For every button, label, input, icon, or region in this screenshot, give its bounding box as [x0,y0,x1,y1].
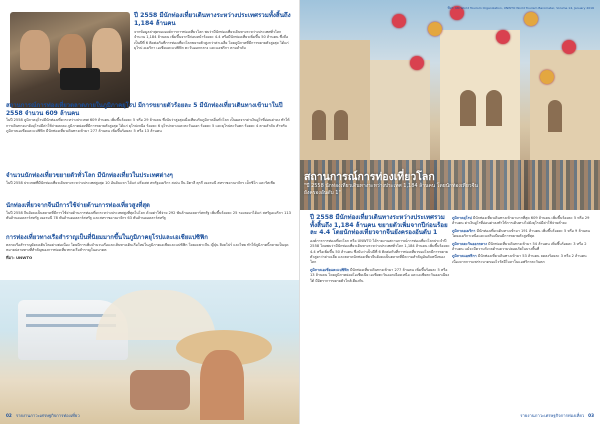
region-text: มีนักท่องเที่ยวเดินทางเข้ามา 54 ล้านคน เพิ่มขึ้นร้อยละ 3 หรือ 2 ล้านคน แม้จะมีความกังวลด้านความปลอดภัยในบางพื้นที่ [452,241,587,252]
region-label: ภูมิภาคยุโรป [452,216,472,220]
region-item [452,242,592,253]
intro-body: จากข้อมูลล่าสุดขององค์การการท่องเที่ยวโลก พบว่ามีนักท่องเที่ยวเดินทางระหว่างประเทศทั่วโลกจำนวน 1,184 ล้านคน เพิ่มขึ้นจากปีก่อนหน้าร้อยละ 4.4 หรือมีนักท่องเที่ยวเพิ่มขึ้น 50 ล้านคน ซึ่งถือเป็นปีที่ 6 ติดต่อกันที่การท่องเที่ยวโลกขยายตัวสูงกว่าค่าเฉลี่ย โดยภูมิภาคที่มีการขยายตัวสูงสุด ได้แก่ ยุโรป อเมริกา เอเชียและแปซิฟิก ตะวันออกกลาง และแอฟริกา ตามลำดับ [134,30,289,51]
section-title: นักท่องเที่ยวจากจีนมีการใช้จ่ายด้านการท่องเที่ยวสูงที่สุด [6,202,150,209]
page-number: 02 [6,413,12,418]
footer-right [520,412,594,419]
section-body: ในปี 2558 ประเทศที่มีนักท่องเที่ยวเดินทางระหว่างประเทศสูงสุด 10 อันดับแรก ได้แก่ ฝรั่งเศส สหรัฐอเมริกา สเปน จีน อิตาลี ตุรกี เยอรมนี สหราชอาณาจักร เม็กซิโก และรัสเซีย [6,180,276,185]
beach-chair-image [130,370,190,410]
page-number: 03 [588,413,594,418]
column-body: องค์การการท่องเที่ยวโลก หรือ UNWTO ได้รายงานสถานการณ์การท่องเที่ยวโลกประจำปี 2558 โดยพบว่ามีนักท่องเที่ยวเดินทางระหว่างประเทศทั่วโลก 1,184 ล้านคน เพิ่มขึ้นร้อยละ 4.4 หรือเพิ่มขึ้น 50 ล้านคน ซึ่งนับว่าเป็นปีที่ 6 ติดต่อกันที่การท่องเที่ยวของโลกมีการขยายตัวสูงกว่าค่าเฉลี่ย และตลาดนักท่องเที่ยวจีนยังคงเป็นตลาดที่มีความสำคัญอันดับหนึ่งของโลก [310,238,450,265]
region-item [452,216,592,227]
column-title: ปี 2558 มีนักท่องเที่ยวเดินทางระหว่างประเทศรวมทั้งสิ้นถึง 1,184 ล้านคน ขยายตัวเพิ่มจากปีก่อนร้อยละ 4.4 โดยนักท่องเที่ยวจากจีนยังครองอันดับ 1 [310,214,448,237]
region-label: ภูมิภาคแอฟริกา [452,254,477,259]
region-label: ภูมิภาคอเมริกา [452,228,476,233]
section-body: ในปี 2558 ภูมิภาคยุโรปมีนักท่องเที่ยวระหว่างประเทศ 609 ล้านคน เพิ่มขึ้นร้อยละ 5 หรือ 29 ล้านคน ซึ่งนับว่าสูงสุดเมื่อเทียบกับภูมิภาคอื่นทั่วโลก เป็นผลจากค่าเงินยูโรที่อ่อนค่าลง ทำให้การเดินทางมายังยุโรปมีค่าใช้จ่ายลดลง ภูมิภาคย่อยที่มีการขยายตัวสูงสุด ได้แก่ ยุโรปเหนือ ร้อยละ 6 ยุโรปกลางและตะวันออก ร้อยละ 5 และยุโรปตะวันตก ร้อยละ 4 ตามลำดับ สำหรับภูมิภาคเอเชียและแปซิฟิก มีนักท่องเที่ยวเดินทางเข้ามา 277 ล้านคน เพิ่มขึ้นร้อยละ 5 หรือ 13 ล้านคน [6,118,290,133]
region-text: มีนักท่องเที่ยวเดินทางเข้ามา 277 ล้านคน เพิ่มขึ้นร้อยละ 5 หรือ 13 ล้านคน โดยภูมิภาคย่อยโอเชียเนีย เอเชียตะวันออกเฉียงเหนือ และเอเชียตะวันออกเฉียงใต้ มีอัตราการขยายตัวใกล้เคียงกัน [310,267,450,283]
intro-box [134,12,292,52]
section-title: จำนวนนักท่องเที่ยวขยายตัวทั่วโลก มีนักท่องเที่ยวในประเทศต่างๆ [6,172,173,179]
section-top-countries [6,172,294,186]
source-note: ที่มา: UNWTO [6,255,33,261]
column-region [310,268,450,284]
footer-left [6,412,80,419]
region-text: มีนักท่องเที่ยวเดินทางเข้ามามากที่สุด 609 ล้านคน เพิ่มขึ้นร้อยละ 5 หรือ 29 ล้านคน ค่าเงินยูโรที่อ่อนค่าลงทำให้การเดินทางไปยังยุโรปมีค่าใช้จ่ายต่ำลง [452,216,590,226]
section-body: ในปี 2558 จีนยังคงเป็นตลาดที่มีการใช้จ่ายด้านการท่องเที่ยวระหว่างประเทศสูงที่สุดในโลก ด้วยค่าใช้จ่าย 292 พันล้านดอลลาร์สหรัฐ เพิ่มขึ้นร้อยละ 25 รองลงมาได้แก่ สหรัฐอเมริกา 113 พันล้านดอลลาร์สหรัฐ เยอรมนี 78 พันล้านดอลลาร์สหรัฐ และสหราชอาณาจักร 63 พันล้านดอลลาร์สหรัฐ [6,210,291,220]
headline: สถานการณ์การท่องเที่ยวโลก [304,171,435,183]
section-title: สถานการณ์การท่องเที่ยวตลาดภายในภูมิภาคยุโรป มีการขยายตัวร้อยละ 5 มีนักท่องเที่ยวเดินทางเข้ามาในปี 2558 จำนวน 609 ล้านคน [6,102,283,117]
region-label: ภูมิภาคเอเชียและแปซิฟิก [310,267,349,272]
section-europe [6,102,294,134]
footer-label: รายงานภาวะเศรษฐกิจการท่องเที่ยว [520,413,585,418]
reference-note: ที่มา: UN World Tourism Organization, UNWTO World Tourism Barometer, Volume 14, January 2016 [447,6,594,10]
section-title: การท่องเที่ยวทางเรือสำราญเป็นที่นิยมมากขึ้นในภูมิภาคยุโรปและเอเชียแปซิฟิก [6,234,208,241]
section-body: ตลาดเรือสำราญยังคงเติบโตอย่างต่อเนื่อง โดยมีการเพิ่มจำนวนเรือและเส้นทางเดินเรือใหม่ในภูมิภาคเอเชียและแปซิฟิก โดยเฉพาะจีน ญี่ปุ่น สิงคโปร์ และไทย ทำให้ภูมิภาคนี้กลายเป็นจุดหมายปลายทางที่สำคัญของการท่องเที่ยวทางเรือสำราญในอนาคต [6,242,289,252]
region-item [452,254,592,265]
person-image [200,350,244,420]
subhead: "ปี 2558 นักท่องเที่ยวเดินทางระหว่างประเทศ 1,184 ล้านคน โดยนักท่องเที่ยวจีนยังครองอันดับ 1" [304,183,478,196]
region-label: ภูมิภาคตะวันออกกลาง [452,241,487,246]
region-text: มีนักท่องเที่ยวเดินทางเข้ามา 191 ล้านคน เพิ่มขึ้นร้อยละ 5 หรือ 9 ล้านคน โดยอเมริกาเหนือและแคริบเบียนมีการขยายตัวสูงที่สุด [452,228,591,239]
column-right [452,214,592,265]
region-text: มีนักท่องเที่ยวเดินทางเข้ามา 53 ล้านคน ลดลงร้อยละ 3 หรือ 2 ล้านคน เนื่องจากการแพร่ระบาดของไวรัสอีโบลาในแอฟริกาตะวันตก [452,254,587,264]
region-item [452,229,592,240]
intro-title: ปี 2558 มีนักท่องเที่ยวเดินทางระหว่างประเทศรวมทั้งสิ้นถึง 1,184 ล้านคน [134,12,291,27]
column-left [310,214,450,284]
section-china-spending [6,202,294,221]
footer-label: รายงานภาวะเศรษฐกิจการท่องเที่ยว [15,413,80,418]
section-cruise [6,234,294,261]
tourists-photo [10,12,130,108]
right-page [300,0,600,424]
